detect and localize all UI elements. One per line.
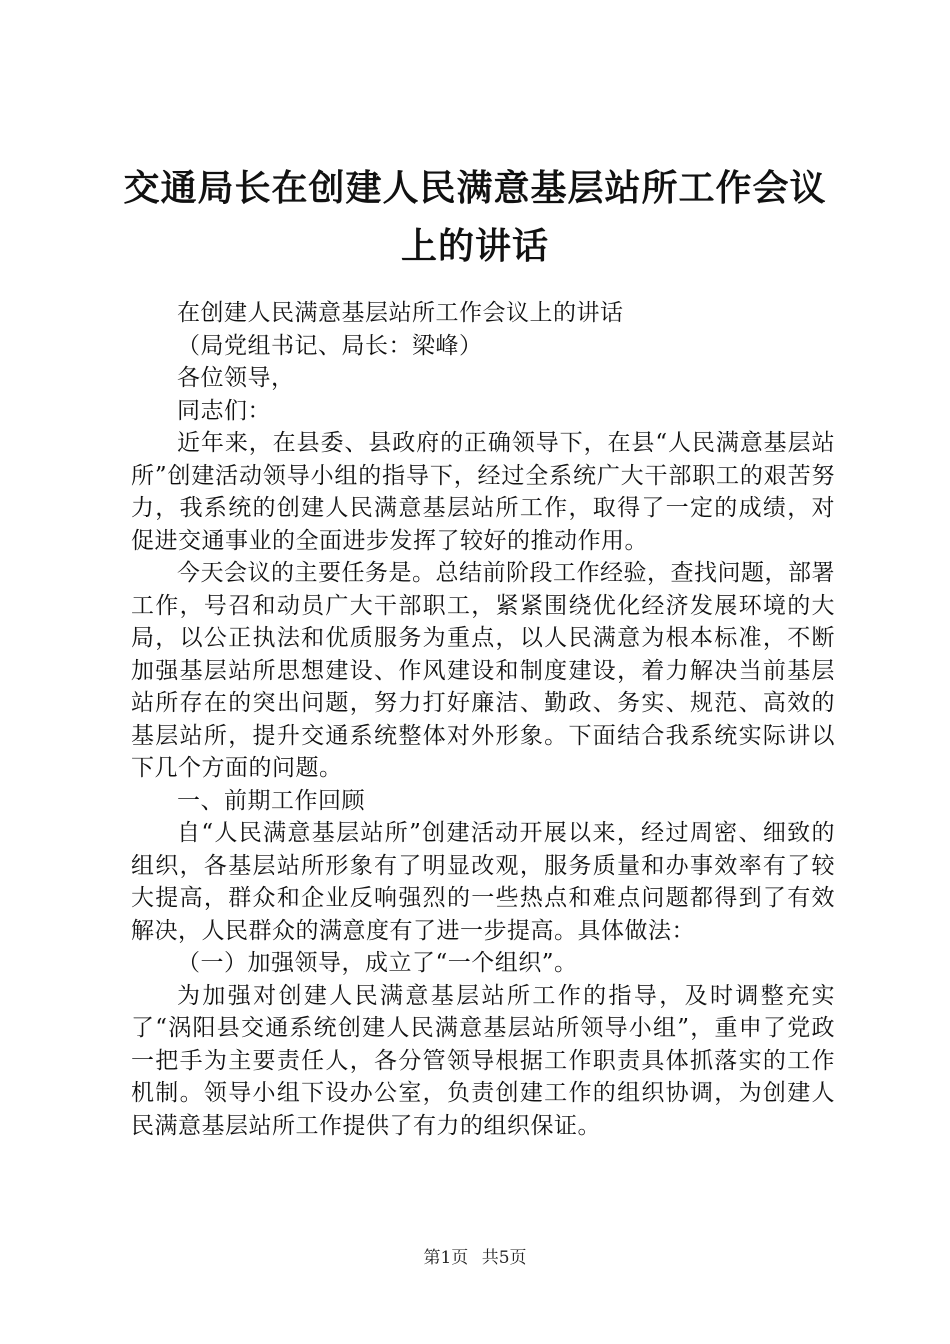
document-body	[131, 297, 835, 1142]
subsection-heading: （一）加强领导，成立了“一个组织”。	[177, 950, 578, 976]
document-title: 交通局长在创建人民满意基层站所工作会议上的讲话	[123, 168, 827, 267]
body-paragraph: 近年来，在县委、县政府的正确领导下，在县“人民满意基层站所”创建活动领导小组的指导下，经过全系统广大干部职工的艰苦努力，我系统的创建人民满意基层站所工作，取得了一定的成绩，对促进交通事业的全面进步发挥了较好的推动作用。	[131, 430, 835, 554]
salutation-leaders: 各位领导，	[177, 365, 295, 391]
page-number: 第1页	[423, 1248, 469, 1268]
speaker-line: （局党组书记、局长：梁峰）	[177, 332, 483, 359]
page-total: 共5页	[481, 1248, 527, 1268]
page-footer	[0, 1247, 950, 1269]
body-paragraph: 为加强对创建人民满意基层站所工作的指导，及时调整充实了“涡阳县交通系统创建人民满意基层站所领导小组”，重申了党政一把手为主要责任人，各分管领导根据工作职责具体抓落实的工作机制。领导小组下设办公室，负责创建工作的组织协调，为创建人民满意基层站所工作提供了有力的组织保证。	[131, 982, 835, 1139]
section-heading: 一、前期工作回顾	[177, 787, 365, 814]
speech-heading: 在创建人民满意基层站所工作会议上的讲话	[177, 300, 624, 326]
body-paragraph: 自“人民满意基层站所”创建活动开展以来，经过周密、细致的组织，各基层站所形象有了明显改观，服务质量和办事效率有了较大提高，群众和企业反响强烈的一些热点和难点问题都得到了有效解决，人民群众的满意度有了进一步提高。具体做法：	[131, 820, 835, 944]
body-paragraph: 今天会议的主要任务是。总结前阶段工作经验，查找问题，部署工作，号召和动员广大干部职工，紧紧围绕优化经济发展环境的大局，以公正执法和优质服务为重点，以人民满意为根本标准，不断加强基层站所思想建设、作风建设和制度建设，着力解决当前基层站所存在的突出问题，努力打好廉洁、勤政、务实、规范、高效的基层站所，提升交通系统整体对外形象。下面结合我系统实际讲以下几个方面的问题。	[131, 560, 835, 781]
salutation-comrades: 同志们：	[177, 397, 271, 424]
